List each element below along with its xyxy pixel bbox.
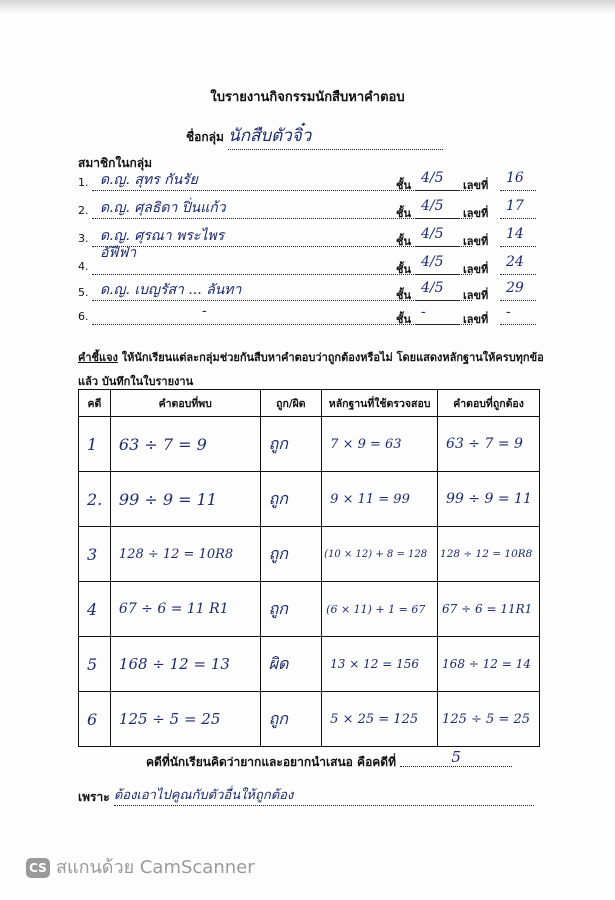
member-row: 6. - ชั้น - เลขที่ - [78, 306, 533, 326]
member-row: 4. อัฟีฟ่า ชั้น 4/5 เลขที่ 24 [78, 256, 533, 276]
evidence: 7 × 9 = 63 [322, 417, 438, 472]
answer-found: 99 ÷ 9 = 11 [110, 472, 260, 527]
answer-found: 125 ÷ 5 = 25 [110, 692, 260, 747]
member-row: 3. ด.ญ. ศุรณา พระไพร ชั้น 4/5 เลขที่ 14 [78, 228, 533, 248]
hardest-case-line [146, 748, 512, 772]
reason-label: เพราะ [78, 790, 110, 804]
member-name: ด.ญ. สุทร กันรัย [100, 172, 198, 188]
right-wrong: ถูก [260, 582, 322, 637]
group-label: ชื่อกลุ่ม [186, 130, 224, 144]
members-heading: สมาชิกในกลุ่ม [78, 156, 152, 170]
hardest-case-label: คดีที่นักเรียนคิดว่ายากและอยากนำเสนอ คือคดีที่ [146, 755, 397, 769]
member-number: 24 [506, 254, 524, 270]
table-row [79, 637, 540, 692]
group-name-line [186, 122, 443, 150]
member-name: ด.ญ. ศุลธิดา ปิ่นแก้ว [100, 200, 226, 216]
table-row [79, 527, 540, 582]
correct-answer: 125 ÷ 5 = 25 [438, 692, 540, 747]
member-class: 4/5 [421, 254, 444, 270]
table-row [79, 582, 540, 637]
answer-found: 67 ÷ 6 = 11 R1 [110, 582, 260, 637]
right-wrong: ถูก [260, 472, 322, 527]
answer-found: 168 ÷ 12 = 13 [110, 637, 260, 692]
evidence: (10 × 12) + 8 = 128 [322, 527, 438, 582]
correct-answer: 63 ÷ 7 = 9 [438, 417, 540, 472]
reason-value: ต้องเอาไปคูณกับตัวอื่นให้ถูกต้อง [113, 788, 294, 803]
member-number: 14 [506, 226, 524, 242]
member-class: 4/5 [421, 226, 444, 242]
correct-answer: 128 ÷ 12 = 10R8 [438, 527, 540, 582]
instructions [78, 346, 548, 394]
group-name: นักสืบตัวจิ๋ว [228, 126, 312, 146]
right-wrong: ถูก [260, 692, 322, 747]
answer-table [78, 389, 540, 747]
right-wrong: ผิด [260, 637, 322, 692]
member-row: 2. ด.ญ. ศุลธิดา ปิ่นแก้ว ชั้น 4/5 เลขที่ 17 [78, 200, 533, 220]
table-header-row [79, 390, 540, 417]
correct-answer: 99 ÷ 9 = 11 [438, 472, 540, 527]
instruction-text: ให้นักเรียนแต่ละกลุ่มช่วยกันสืบหาคำตอบว่าถูกต้องหรือไม่ โดยแสดงหลักฐานให้ครบทุกข้อ แล้ว บันทึกในใบรายงาน [78, 351, 544, 388]
member-name: ด.ญ. เบญรัสา ... ลันทา [100, 282, 242, 298]
header-evidence: หลักฐานที่ใช้ตรวจสอบ [322, 390, 438, 417]
watermark-text: สแกนด้วย CamScanner [56, 857, 255, 878]
scan-shadow [0, 0, 615, 14]
member-number: 29 [506, 280, 524, 296]
table-row [79, 692, 540, 747]
evidence: (6 × 11) + 1 = 67 [322, 582, 438, 637]
camscanner-watermark [26, 852, 255, 881]
evidence: 5 × 25 = 125 [322, 692, 438, 747]
right-wrong: ถูก [260, 417, 322, 472]
member-number: - [506, 304, 511, 320]
header-case: คดี [79, 390, 111, 417]
correct-answer: 168 ÷ 12 = 14 [438, 637, 540, 692]
header-right-wrong: ถูก/ผิด [260, 390, 322, 417]
correct-answer: 67 ÷ 6 = 11R1 [438, 582, 540, 637]
member-class: - [421, 304, 426, 320]
camscanner-logo-icon: CS [26, 858, 50, 878]
instruction-label: คำชี้แจง [78, 351, 118, 364]
member-name: ด.ญ. ศุรณา พระไพร [100, 228, 225, 244]
member-class: 4/5 [421, 198, 444, 214]
member-number: 16 [506, 170, 524, 186]
member-row: 1. ด.ญ. สุทร กันรัย ชั้น 4/5 เลขที่ 16 [78, 172, 533, 192]
right-wrong: ถูก [260, 527, 322, 582]
member-number: 17 [506, 198, 524, 214]
member-name: - [202, 303, 207, 319]
case-number: 1 [79, 417, 111, 472]
case-number: 6 [79, 692, 111, 747]
case-number: 3 [79, 527, 111, 582]
member-class: 4/5 [421, 280, 444, 296]
table-row [79, 417, 540, 472]
document-title: ใบรายงานกิจกรรมนักสืบหาคำตอบ [210, 90, 405, 105]
header-correct-answer: คำตอบที่ถูกต้อง [438, 390, 540, 417]
member-name: อัฟีฟ่า [100, 245, 137, 261]
case-number: 5 [79, 637, 111, 692]
reason-line [78, 786, 534, 808]
hardest-case-value: 5 [451, 748, 461, 766]
case-number: 4 [79, 582, 111, 637]
table-row [79, 472, 540, 527]
answer-found: 63 ÷ 7 = 9 [110, 417, 260, 472]
member-class: 4/5 [421, 170, 444, 186]
evidence: 9 × 11 = 99 [322, 472, 438, 527]
case-number: 2. [79, 472, 111, 527]
member-row: 5. ด.ญ. เบญรัสา ... ลันทา ชั้น 4/5 เลขที่ 29 [78, 282, 533, 302]
answer-found: 128 ÷ 12 = 10R8 [110, 527, 260, 582]
evidence: 13 × 12 = 156 [322, 637, 438, 692]
header-answer-found: คำตอบที่พบ [110, 390, 260, 417]
